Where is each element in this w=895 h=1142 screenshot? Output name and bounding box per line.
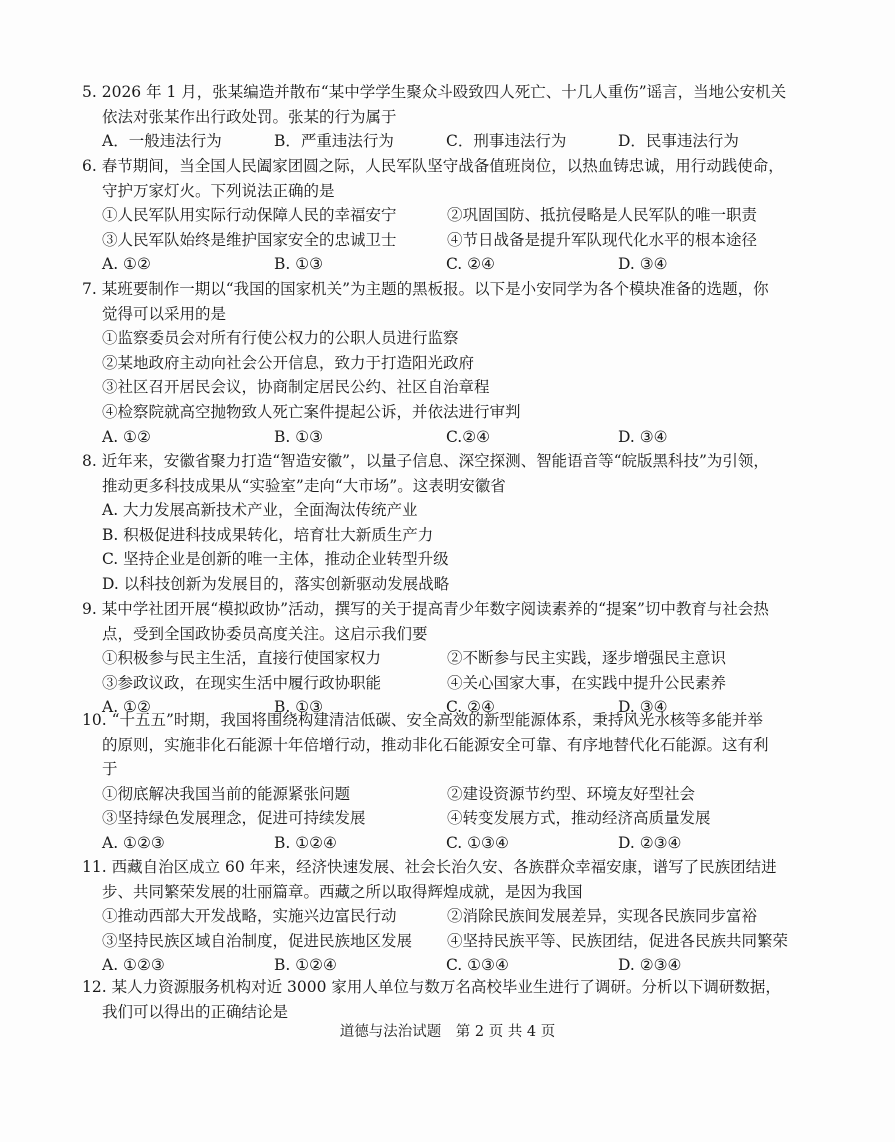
question-stem: 于 <box>102 760 118 779</box>
option-b: B. ①③ <box>274 698 324 717</box>
statement-3: ③人民军队始终是维护国家安全的忠诚卫士 <box>102 230 397 249</box>
answer-options <box>82 129 820 154</box>
option-d: D. ②③④ <box>618 956 682 975</box>
statement-4: ④关心国家大事，在实践中提升公民素养 <box>447 673 727 692</box>
question-stem: 6. 春节期间，当全国人民阖家团圆之际，人民军队坚守战备值班岗位，以热血铸忠诚，用行动践使命， <box>82 157 784 175</box>
question-7 <box>82 277 820 449</box>
option-d: D. ③④ <box>618 427 668 446</box>
page-footer: 道德与法治试题 第 2 页 共 4 页 <box>339 1024 556 1040</box>
statement-4: ④坚持民族平等、民族团结，促进各民族共同繁荣 <box>447 931 789 950</box>
statement-4: ④转变发展方式，推动经济高质量发展 <box>447 809 711 828</box>
statement-row <box>82 806 820 831</box>
question-stem: 依法对张某作出行政处罚。张某的行为属于 <box>102 107 397 126</box>
statement-row <box>82 671 820 696</box>
answer-options <box>82 831 820 856</box>
question-8 <box>82 449 820 597</box>
statement-3: ③坚持民族区域自治制度，促进民族地区发展 <box>102 931 413 950</box>
question-stem: 点，受到全国政协委员高度关注。这启示我们要 <box>102 624 428 643</box>
option-b: B. 积极促进科技成果转化，培育壮大新质生产力 <box>102 525 434 544</box>
question-11 <box>82 855 820 978</box>
statement-row <box>82 929 820 954</box>
question-9 <box>82 597 820 720</box>
question-stem: 9. 某中学社团开展“模拟政协”活动，撰写的关于提高青少年数字阅读素养的“提案”切中教育与社会热 <box>82 600 769 618</box>
statement-row <box>82 646 820 671</box>
option-b: B. ①③ <box>274 427 324 446</box>
option-d: D. 以科技创新为发展目的，落实创新驱动发展战略 <box>102 574 450 593</box>
option-b: B. ①②④ <box>274 833 337 852</box>
option-c: C. ①③④ <box>446 833 509 852</box>
statement-3: ③社区召开居民会议，协商制定居民公约、社区自治章程 <box>102 378 490 397</box>
statement-1: ①彻底解决我国当前的能源紧张问题 <box>102 784 351 803</box>
statement-3: ③坚持绿色发展理念，促进可持续发展 <box>102 809 366 828</box>
question-stem: 7. 某班要制作一期以“我国的国家机关”为主题的黑板报。以下是小安同学为各个模块准备的选题，你 <box>82 280 769 298</box>
question-stem: 的原则，实施非化石能源十年倍增行动，推动非化石能源安全可靠、有序地替代化石能源。这有利 <box>102 735 769 754</box>
option-c: C.②④ <box>446 427 491 446</box>
statement-row <box>82 904 820 929</box>
option-a: A. ①②③ <box>102 833 165 852</box>
statement-2: ②某地政府主动向社会公开信息，致力于打造阳光政府 <box>102 353 475 372</box>
option-b: B. ①③ <box>274 255 324 274</box>
statement-4: ④检察院就高空抛物致人死亡案件提起公诉，并依法进行审判 <box>102 402 521 421</box>
statement-row <box>82 228 820 253</box>
question-stem: 觉得可以采用的是 <box>102 304 227 323</box>
statement-2: ②不断参与民主实践，逐步增强民主意识 <box>447 649 727 668</box>
statement-1: ①人民军队用实际行动保障人民的幸福安宁 <box>102 206 397 225</box>
question-stem: 8. 近年来，安徽省聚力打造“智造安徽”，以量子信息、深空探测、智能语音等“皖版黑科技”为引领， <box>82 452 769 470</box>
option-d: D．民事违法行为 <box>618 132 739 151</box>
option-a: A. 大力发展高新技术产业，全面淘汰传统产业 <box>102 501 418 520</box>
option-d: D. ②③④ <box>618 833 682 852</box>
option-c: C. ②④ <box>446 698 495 717</box>
option-d: D. ③④ <box>618 255 668 274</box>
option-b: B. ①②④ <box>274 956 337 975</box>
statement-row <box>82 782 820 807</box>
statement-2: ②巩固国防、抵抗侵略是人民军队的唯一职责 <box>447 206 758 225</box>
option-d: D. ③④ <box>618 698 668 717</box>
option-a: A. ①②③ <box>102 956 165 975</box>
option-c: C. ②④ <box>446 255 495 274</box>
question-stem: 步、共同繁荣发展的壮丽篇章。西藏之所以取得辉煌成就，是因为我国 <box>102 882 583 901</box>
statement-1: ①积极参与民主生活，直接行使国家权力 <box>102 649 382 668</box>
statement-2: ②消除民族间发展差异，实现各民族同步富裕 <box>447 907 758 926</box>
option-a: A．一般违法行为 <box>102 132 222 151</box>
statement-2: ②建设资源节约型、环境友好型社会 <box>447 784 696 803</box>
option-c: C. 坚持企业是创新的唯一主体，推动企业转型升级 <box>102 550 449 569</box>
question-stem: 5. 2026 年 1 月，张某编造并散布“某中学学生聚众斗殴致四人死亡、十几人重伤”谣言，当地公安机关 <box>82 83 787 101</box>
statement-1: ①监察委员会对所有行使公权力的公职人员进行监察 <box>102 329 459 348</box>
statement-4: ④节日战备是提升军队现代化水平的根本途径 <box>447 230 758 249</box>
statement-1: ①推动西部大开发战略，实施兴边富民行动 <box>102 907 397 926</box>
answer-options <box>82 425 820 450</box>
option-a: A. ①② <box>102 255 151 274</box>
question-stem: 10. “十五五”时期，我国将围绕构建清洁低碳、安全高效的新型能源体系，秉持风光水核等多能并举 <box>82 711 763 729</box>
option-a: A. ①② <box>102 427 151 446</box>
question-stem: 守护万家灯火。下列说法正确的是 <box>102 181 335 200</box>
question-5 <box>82 80 820 154</box>
statement-row <box>82 203 820 228</box>
question-12 <box>82 975 820 1024</box>
statement-3: ③参政议政，在现实生活中履行政协职能 <box>102 673 382 692</box>
question-10 <box>82 708 820 856</box>
option-a: A. ①② <box>102 698 151 717</box>
question-6 <box>82 154 820 277</box>
option-c: C. ①③④ <box>446 956 509 975</box>
option-c: C．刑事违法行为 <box>446 132 567 151</box>
question-stem: 推动更多科技成果从“实验室”走向“大市场”。这表明安徽省 <box>102 476 506 495</box>
answer-options <box>82 252 820 277</box>
option-b: B．严重违法行为 <box>274 132 394 151</box>
question-stem: 12. 某人力资源服务机构对近 3000 家用人单位与数万名高校毕业生进行了调研。分析以下调研数据， <box>82 978 781 996</box>
question-stem: 11. 西藏自治区成立 60 年来，经济快速发展、社会长治久安、各族群众幸福安康，谱写了民族团结进 <box>82 858 777 876</box>
question-stem: 我们可以得出的正确结论是 <box>102 1002 289 1021</box>
